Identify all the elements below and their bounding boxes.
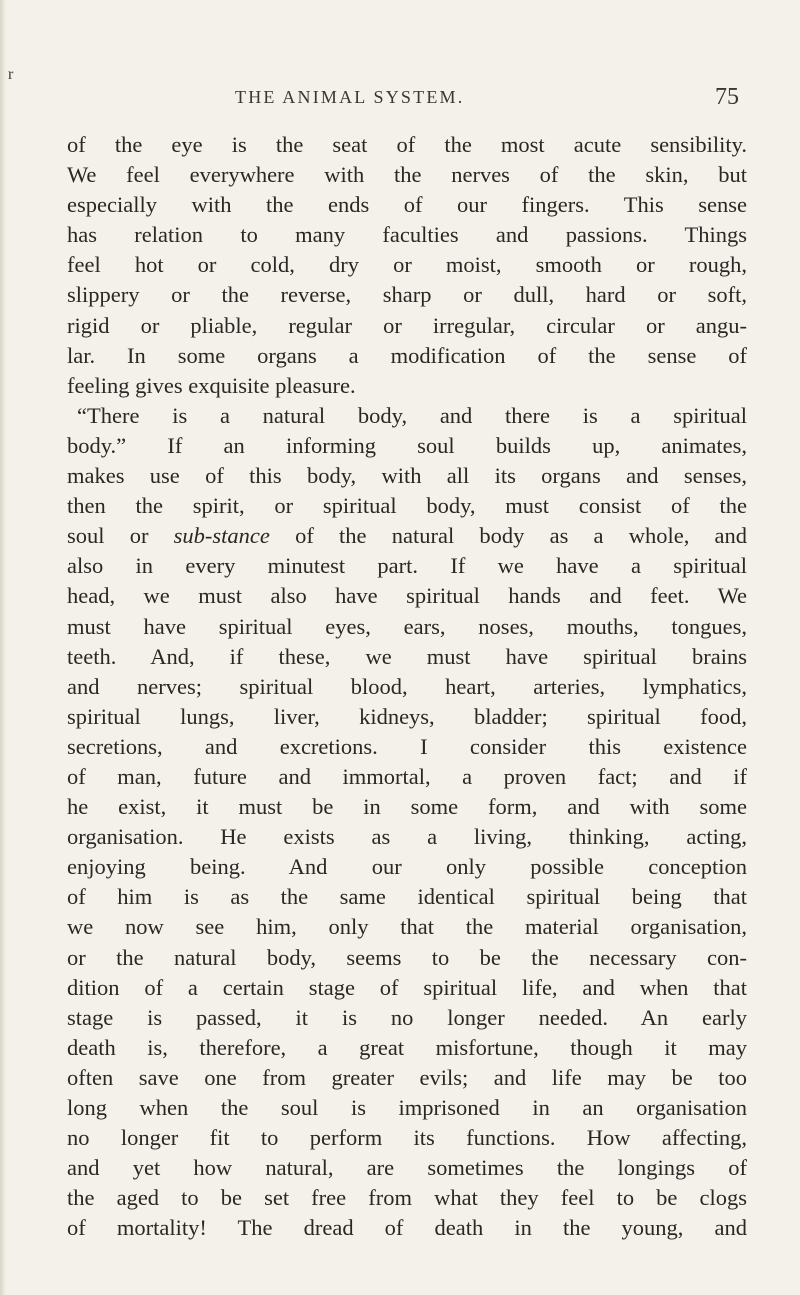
body-text — [67, 130, 747, 1243]
italic-term: sub-stance — [173, 523, 270, 549]
page-number: 75 — [715, 84, 739, 110]
text-line: long when the soul is imprisoned in an organisation — [67, 1095, 747, 1120]
text-line: feeling gives exquisite pleasure. — [67, 372, 356, 398]
text-line: must have spiritual eyes, ears, noses, mouths, tongues, — [67, 613, 747, 639]
text-line: body.” If an informing soul builds up, animates, — [67, 432, 747, 458]
text-line: makes use of this body, with all its organs and senses, — [67, 463, 747, 489]
text-line: lar. In some organs a modification of the sense of — [67, 342, 747, 368]
text-line: then the spirit, or spiritual body, must consist of the — [67, 493, 747, 519]
text-line: slippery or the reverse, sharp or dull, hard or soft, — [67, 282, 747, 308]
text-line: of him is as the same identical spiritual being that — [67, 884, 747, 910]
text-line: stage is passed, it is no longer needed. An early — [67, 1004, 747, 1030]
text-line: especially with the ends of our fingers. This sense — [67, 192, 747, 218]
text-line: often save one from greater evils; and life may be too — [67, 1064, 747, 1090]
text-segment: soul or — [67, 523, 149, 549]
stray-print-mark: r — [8, 66, 14, 83]
text-segment: of the natural body as a whole, and — [295, 523, 748, 549]
text-line: the aged to be set free from what they feel to be clogs — [67, 1185, 747, 1211]
text-line: teeth. And, if these, we must have spiritual brains — [67, 643, 747, 669]
page-edge-shadow — [0, 0, 6, 1295]
text-line: spiritual lungs, liver, kidneys, bladder; spiritual food, — [67, 703, 747, 729]
text-line-with-italic — [67, 521, 747, 551]
text-line: and nerves; spiritual blood, heart, arteries, lymphatics, — [67, 673, 747, 699]
text-line: has relation to many faculties and passions. Things — [67, 222, 747, 248]
text-line: head, we must also have spiritual hands and feet. We — [67, 583, 747, 609]
text-line: he exist, it must be in some form, and with some — [67, 794, 747, 820]
text-line: feel hot or cold, dry or moist, smooth or rough, — [67, 252, 747, 278]
text-line: rigid or pliable, regular or irregular, circular or angu- — [67, 312, 747, 338]
text-line: no longer fit to perform its functions. How affecting, — [67, 1125, 747, 1151]
text-line: of the eye is the seat of the most acute sensibility. — [67, 132, 747, 157]
text-line: secretions, and excretions. I consider this existence — [67, 733, 747, 759]
text-line: also in every minutest part. If we have a spiritual — [67, 553, 747, 579]
text-line: we now see him, only that the material organisation, — [67, 914, 747, 940]
text-line: “There is a natural body, and there is a spiritual — [77, 402, 747, 428]
text-line: and yet how natural, are sometimes the longings of — [67, 1155, 747, 1181]
running-head: THE ANIMAL SYSTEM. — [235, 87, 465, 107]
text-line: enjoying being. And our only possible conception — [67, 854, 747, 880]
text-line: death is, therefore, a great misfortune, though it may — [67, 1034, 747, 1060]
text-line: We feel everywhere with the nerves of the skin, but — [67, 162, 747, 188]
text-line: organisation. He exists as a living, thinking, acting, — [67, 824, 747, 850]
text-line: of mortality! The dread of death in the young, and — [67, 1215, 747, 1241]
text-line: of man, future and immortal, a proven fact; and if — [67, 763, 747, 789]
text-line: dition of a certain stage of spiritual life, and when that — [67, 974, 747, 1000]
text-line: or the natural body, seems to be the necessary con- — [67, 944, 747, 970]
